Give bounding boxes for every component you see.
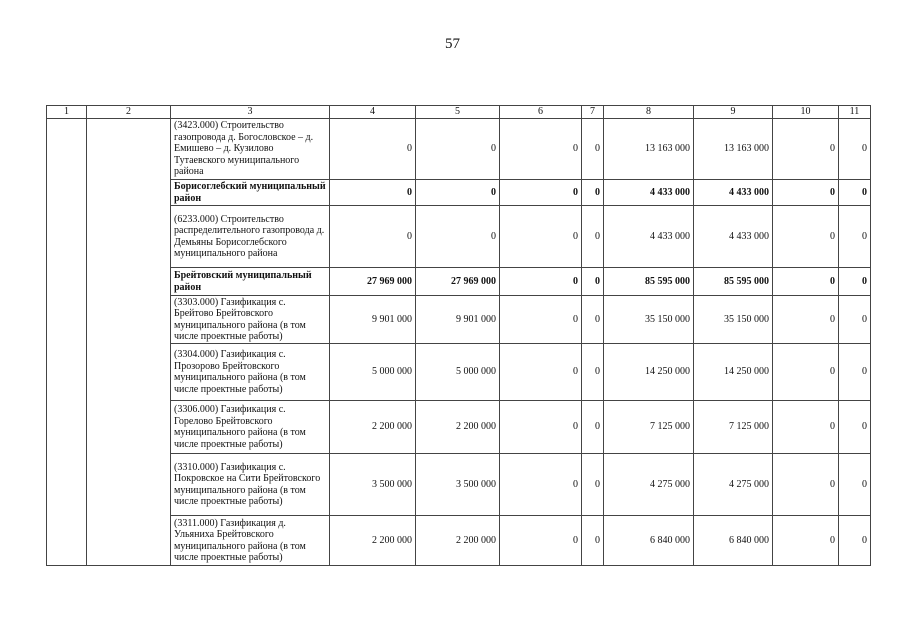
cell-c4: 5 000 000 xyxy=(330,344,416,401)
cell-c7: 0 xyxy=(582,180,604,206)
row-description: (3310.000) Газификация с. Покровское на Сити Брейтовского муниципального района (в том числе проектные работы) xyxy=(171,454,330,516)
cell-c10: 0 xyxy=(773,401,839,454)
table-row xyxy=(47,119,871,180)
column-header: 6 xyxy=(500,106,582,119)
cell-c7: 0 xyxy=(582,119,604,180)
table-row xyxy=(47,401,871,454)
cell-c8: 85 595 000 xyxy=(604,268,694,296)
row-description: (3306.000) Газификация с. Горелово Брейтовского муниципального района (в том числе проектные работы) xyxy=(171,401,330,454)
cell-c7: 0 xyxy=(582,516,604,566)
cell-c4: 0 xyxy=(330,180,416,206)
cell-c7: 0 xyxy=(582,344,604,401)
cell-c10: 0 xyxy=(773,119,839,180)
cell-c9: 85 595 000 xyxy=(694,268,773,296)
column-header: 2 xyxy=(87,106,171,119)
cell-c4: 2 200 000 xyxy=(330,401,416,454)
cell-c6: 0 xyxy=(500,119,582,180)
cell-c8: 7 125 000 xyxy=(604,401,694,454)
cell-col1 xyxy=(47,119,87,566)
cell-c7: 0 xyxy=(582,401,604,454)
column-header: 11 xyxy=(839,106,871,119)
cell-c10: 0 xyxy=(773,180,839,206)
cell-c9: 4 275 000 xyxy=(694,454,773,516)
cell-c11: 0 xyxy=(839,516,871,566)
cell-c11: 0 xyxy=(839,119,871,180)
column-header-row xyxy=(47,106,871,119)
cell-c11: 0 xyxy=(839,454,871,516)
table-row xyxy=(47,268,871,296)
cell-c6: 0 xyxy=(500,296,582,344)
cell-c7: 0 xyxy=(582,268,604,296)
cell-c10: 0 xyxy=(773,516,839,566)
cell-c5: 3 500 000 xyxy=(416,454,500,516)
cell-c11: 0 xyxy=(839,206,871,268)
cell-c8: 14 250 000 xyxy=(604,344,694,401)
row-description: (3304.000) Газификация с. Прозорово Брейтовского муниципального района (в том числе проектные работы) xyxy=(171,344,330,401)
column-header: 3 xyxy=(171,106,330,119)
cell-c10: 0 xyxy=(773,296,839,344)
cell-c8: 4 433 000 xyxy=(604,206,694,268)
cell-col2 xyxy=(87,119,171,566)
page-number: 57 xyxy=(445,36,460,52)
table-row xyxy=(47,516,871,566)
cell-c9: 14 250 000 xyxy=(694,344,773,401)
cell-c7: 0 xyxy=(582,296,604,344)
cell-c4: 9 901 000 xyxy=(330,296,416,344)
cell-c8: 13 163 000 xyxy=(604,119,694,180)
cell-c10: 0 xyxy=(773,344,839,401)
cell-c5: 9 901 000 xyxy=(416,296,500,344)
cell-c4: 2 200 000 xyxy=(330,516,416,566)
table-row xyxy=(47,206,871,268)
row-description: (3303.000) Газификация с. Брейтово Брейтовского муниципального района (в том числе проектные работы) xyxy=(171,296,330,344)
cell-c5: 0 xyxy=(416,206,500,268)
column-header: 5 xyxy=(416,106,500,119)
cell-c9: 7 125 000 xyxy=(694,401,773,454)
cell-c6: 0 xyxy=(500,401,582,454)
column-header: 9 xyxy=(694,106,773,119)
cell-c8: 4 275 000 xyxy=(604,454,694,516)
cell-c11: 0 xyxy=(839,344,871,401)
column-header: 10 xyxy=(773,106,839,119)
cell-c4: 3 500 000 xyxy=(330,454,416,516)
table-row xyxy=(47,180,871,206)
table-row xyxy=(47,296,871,344)
cell-c10: 0 xyxy=(773,454,839,516)
cell-c8: 6 840 000 xyxy=(604,516,694,566)
column-header: 4 xyxy=(330,106,416,119)
budget-table xyxy=(46,105,871,566)
cell-c5: 5 000 000 xyxy=(416,344,500,401)
cell-c7: 0 xyxy=(582,454,604,516)
cell-c4: 0 xyxy=(330,206,416,268)
cell-c9: 35 150 000 xyxy=(694,296,773,344)
row-description: (6233.000) Строительство распределительного газопровода д. Демьяны Борисоглебского муниципального района xyxy=(171,206,330,268)
column-header: 8 xyxy=(604,106,694,119)
cell-c10: 0 xyxy=(773,268,839,296)
cell-c11: 0 xyxy=(839,296,871,344)
cell-c11: 0 xyxy=(839,180,871,206)
cell-c5: 0 xyxy=(416,180,500,206)
cell-c8: 4 433 000 xyxy=(604,180,694,206)
cell-c4: 0 xyxy=(330,119,416,180)
cell-c6: 0 xyxy=(500,180,582,206)
cell-c10: 0 xyxy=(773,206,839,268)
cell-c5: 2 200 000 xyxy=(416,401,500,454)
cell-c5: 2 200 000 xyxy=(416,516,500,566)
column-header: 1 xyxy=(47,106,87,119)
column-header: 7 xyxy=(582,106,604,119)
cell-c6: 0 xyxy=(500,454,582,516)
row-description: (3311.000) Газификация д. Ульяниха Брейтовского муниципального района (в том числе проектные работы) xyxy=(171,516,330,566)
table-row xyxy=(47,344,871,401)
cell-c6: 0 xyxy=(500,268,582,296)
cell-c7: 0 xyxy=(582,206,604,268)
cell-c6: 0 xyxy=(500,206,582,268)
cell-c6: 0 xyxy=(500,344,582,401)
cell-c8: 35 150 000 xyxy=(604,296,694,344)
cell-c6: 0 xyxy=(500,516,582,566)
cell-c9: 6 840 000 xyxy=(694,516,773,566)
cell-c9: 4 433 000 xyxy=(694,206,773,268)
cell-c11: 0 xyxy=(839,268,871,296)
cell-c11: 0 xyxy=(839,401,871,454)
row-description: (3423.000) Строительство газопровода д. Богословское – д. Емишево – д. Кузилово Тутаевского муниципального района xyxy=(171,119,330,180)
cell-c5: 0 xyxy=(416,119,500,180)
cell-c9: 4 433 000 xyxy=(694,180,773,206)
cell-c4: 27 969 000 xyxy=(330,268,416,296)
table-row xyxy=(47,454,871,516)
row-description: Борисоглебский муниципальный район xyxy=(171,180,330,206)
cell-c9: 13 163 000 xyxy=(694,119,773,180)
cell-c5: 27 969 000 xyxy=(416,268,500,296)
row-description: Брейтовский муниципальный район xyxy=(171,268,330,296)
